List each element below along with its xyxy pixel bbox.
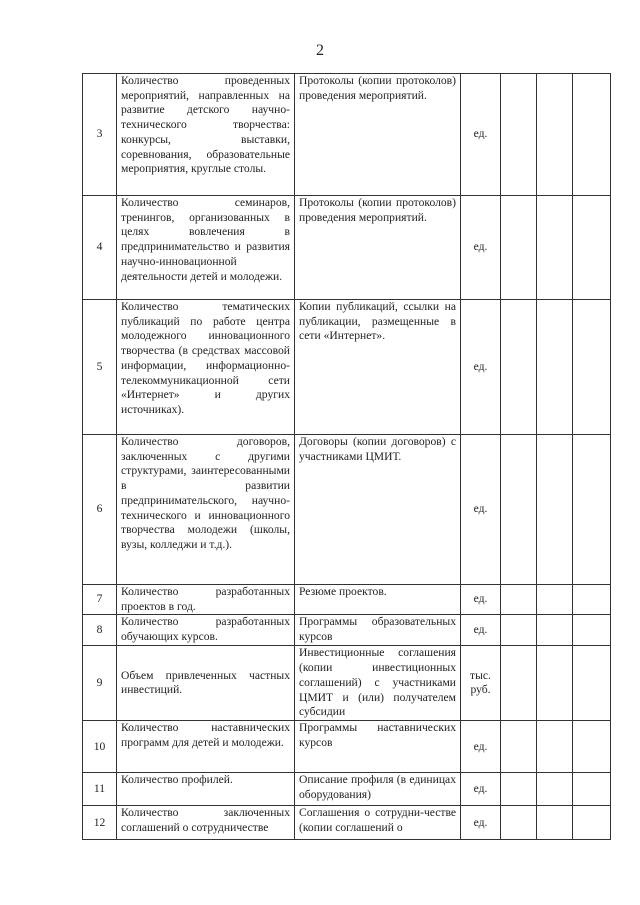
table-row: [83, 646, 611, 721]
empty-cell: [501, 585, 537, 615]
row-number: 11: [83, 773, 117, 806]
empty-cell: [501, 435, 537, 585]
indicators-table: [82, 73, 611, 840]
empty-cell: [537, 646, 573, 721]
empty-cell: [573, 300, 611, 435]
source-cell: Соглашения о сотрудни-честве (копии соглашений о: [295, 806, 461, 840]
unit-cell: ед.: [461, 721, 501, 773]
table-row: [83, 585, 611, 615]
indicator-cell: Количество договоров, заключенных с другими структурами, заинтересованными в развитии предпринимательского, научно-технического и инновационного творчества молодежи (школы, вузы, колледжи и т.д.).: [117, 435, 295, 585]
row-number: 4: [83, 196, 117, 300]
row-number: 12: [83, 806, 117, 840]
source-cell: Инвестиционные соглашения (копии инвестиционных соглашений) с участниками ЦМИТ и (или) получателем субсидии: [295, 646, 461, 721]
source-cell: Договоры (копии договоров) с участниками ЦМИТ.: [295, 435, 461, 585]
unit-cell: тыс. руб.: [461, 646, 501, 721]
table-row: [83, 721, 611, 773]
indicator-cell: Объем привлеченных частных инвестиций.: [117, 646, 295, 721]
empty-cell: [501, 615, 537, 646]
row-number: 10: [83, 721, 117, 773]
source-cell: Протоколы (копии протоколов) проведения мероприятий.: [295, 74, 461, 196]
empty-cell: [537, 435, 573, 585]
empty-cell: [501, 74, 537, 196]
table-row: [83, 773, 611, 806]
table-row: [83, 806, 611, 840]
indicator-cell: Количество профилей.: [117, 773, 295, 806]
empty-cell: [537, 721, 573, 773]
indicator-cell: Количество проведенных мероприятий, направленных на развитие детского научно-технического творчества: конкурсы, выставки, соревнования, образовательные мероприятия, круглые столы.: [117, 74, 295, 196]
unit-cell: ед.: [461, 806, 501, 840]
empty-cell: [537, 585, 573, 615]
source-cell: Резюме проектов.: [295, 585, 461, 615]
table-row: [83, 300, 611, 435]
source-cell: Копии публикаций, ссылки на публикации, размещенные в сети «Интернет».: [295, 300, 461, 435]
empty-cell: [501, 196, 537, 300]
unit-cell: ед.: [461, 196, 501, 300]
indicator-cell: Количество заключенных соглашений о сотрудничестве: [117, 806, 295, 840]
indicator-cell: Количество разработанных обучающих курсов.: [117, 615, 295, 646]
indicator-cell: Количество разработанных проектов в год.: [117, 585, 295, 615]
source-cell: Описание профиля (в единицах оборудования): [295, 773, 461, 806]
empty-cell: [537, 196, 573, 300]
table-row: [83, 615, 611, 646]
unit-cell: ед.: [461, 773, 501, 806]
empty-cell: [537, 773, 573, 806]
empty-cell: [501, 806, 537, 840]
unit-cell: ед.: [461, 300, 501, 435]
row-number: 3: [83, 74, 117, 196]
empty-cell: [573, 806, 611, 840]
table-row: [83, 74, 611, 196]
source-cell: Программы образовательных курсов: [295, 615, 461, 646]
row-number: 8: [83, 615, 117, 646]
empty-cell: [573, 196, 611, 300]
unit-cell: ед.: [461, 615, 501, 646]
empty-cell: [501, 773, 537, 806]
empty-cell: [501, 646, 537, 721]
source-cell: Протоколы (копии протоколов) проведения мероприятий.: [295, 196, 461, 300]
empty-cell: [537, 615, 573, 646]
empty-cell: [573, 721, 611, 773]
empty-cell: [573, 615, 611, 646]
indicator-cell: Количество наставнических программ для детей и молодежи.: [117, 721, 295, 773]
row-number: 5: [83, 300, 117, 435]
indicator-cell: Количество семинаров, тренингов, организованных в целях вовлечения в предпринимательство и развития научно-инновационной деятельности детей и молодежи.: [117, 196, 295, 300]
source-cell: Программы наставнических курсов: [295, 721, 461, 773]
empty-cell: [537, 300, 573, 435]
empty-cell: [501, 721, 537, 773]
empty-cell: [537, 806, 573, 840]
empty-cell: [573, 585, 611, 615]
table-row: [83, 435, 611, 585]
empty-cell: [537, 74, 573, 196]
unit-cell: ед.: [461, 74, 501, 196]
row-number: 6: [83, 435, 117, 585]
row-number: 7: [83, 585, 117, 615]
empty-cell: [573, 74, 611, 196]
empty-cell: [573, 646, 611, 721]
unit-cell: ед.: [461, 585, 501, 615]
indicator-cell: Количество тематических публикаций по работе центра молодежного инновационного творчества (в средствах массовой информации, информационно-телекоммуникационной сети «Интернет» и других источниках).: [117, 300, 295, 435]
table-row: [83, 196, 611, 300]
empty-cell: [573, 773, 611, 806]
empty-cell: [573, 435, 611, 585]
page-number: 2: [316, 42, 324, 59]
unit-cell: ед.: [461, 435, 501, 585]
row-number: 9: [83, 646, 117, 721]
empty-cell: [501, 300, 537, 435]
